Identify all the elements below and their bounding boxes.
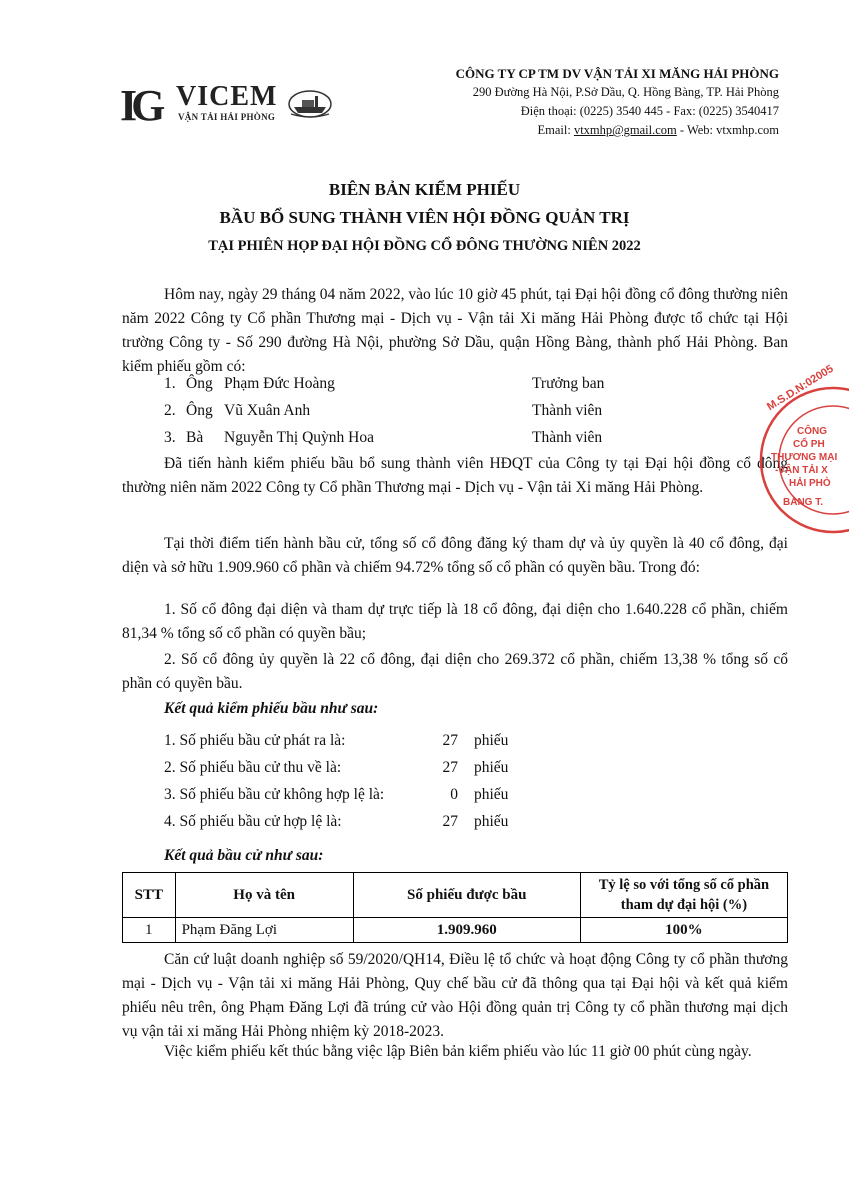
committee-list — [164, 375, 664, 456]
company-phone: Điện thoại: (0225) 3540 445 - Fax: (0225) 3540417 — [520, 104, 779, 118]
closing-paragraph: Việc kiểm phiếu kết thúc bằng việc lập Biên bản kiểm phiếu vào lúc 11 giờ 00 phút cùng ngày. — [164, 1043, 752, 1060]
logo-subtitle: VẬN TẢI HẢI PHÒNG — [178, 112, 276, 122]
cell-name: Phạm Đăng Lợi — [175, 918, 353, 943]
table-header-row — [123, 873, 788, 918]
results-table — [122, 872, 788, 943]
ballot-list — [164, 732, 564, 840]
ballot-item: 4. Số phiếu bầu cử hợp lệ là: 27 phiếu — [164, 813, 509, 830]
header-ratio: Tỷ lệ so với tổng số cổ phần tham dự đại hội (%) — [580, 873, 787, 918]
counting-paragraph: Đã tiến hành kiểm phiếu bầu bổ sung thành viên HĐQT của Công ty tại Đại hội đồng cổ đông thường niên năm 2022 Công ty Cổ phần Thương mại - Dịch vụ - Vận tải Xi măng Hải Phòng. — [122, 455, 788, 496]
email-label: Email: — [537, 123, 574, 137]
company-name: CÔNG TY CP TM DV VẬN TẢI XI MĂNG HẢI PHÒNG — [455, 66, 779, 81]
ballot-item: 2. Số phiếu bầu cử thu về là: 27 phiếu — [164, 759, 509, 776]
ballot-item: 1. Số phiếu bầu cử phát ra là: 27 phiếu — [164, 732, 509, 749]
ballot-heading: Kết quả kiểm phiếu bầu như sau: — [164, 700, 379, 717]
conclusion-paragraph: Căn cứ luật doanh nghiệp số 59/2020/QH14, Điều lệ tổ chức và hoạt động Công ty cổ phần thương mại - Dịch vụ - Vận tải xi măng Hải Phòng, Quy chế bầu cử đã thông qua tại Đại hội và kết quả kiểm phiếu nêu trên, ông Phạm Đăng Lợi đã trúng cử vào Hội đồng quản trị Công ty cổ phần thương mại dịch vụ vận tải xi măng Hải Phòng nhiệm kỳ 2018-2023. — [122, 951, 788, 1040]
attendance-paragraph: Tại thời điểm tiến hành bầu cử, tổng số cổ đông đăng ký tham dự và ủy quyền là 40 cổ đông, đại diện và sở hữu 1.909.960 cổ phần và chiếm 94.72% tổng số cổ phần có quyền bầu. Trong đó: — [122, 535, 788, 576]
company-address: 290 Đường Hà Nội, P.Sở Dầu, Q. Hồng Bàng, TP. Hải Phòng — [472, 85, 779, 99]
header-stt: STT — [123, 873, 176, 918]
company-logo — [120, 80, 350, 130]
document-meeting: TẠI PHIÊN HỌP ĐẠI HỘI ĐỒNG CỔ ĐÔNG THƯỜNG NIÊN 2022 — [208, 238, 641, 254]
ship-icon — [288, 90, 332, 118]
logo-mark: IG — [120, 81, 160, 130]
header-votes: Số phiếu được bầu — [353, 873, 580, 918]
seal-text: CÔNG CỔ PH THƯƠNG MẠI -VẬN TẢI X HẢI PHÒ BÀNG T. — [771, 426, 838, 508]
company-contact — [456, 121, 779, 140]
table-row — [123, 918, 788, 943]
logo-brand: VICEM — [176, 81, 278, 112]
web-text: - Web: vtxmhp.com — [676, 123, 779, 137]
email-link[interactable]: vtxmhp@gmail.com — [573, 123, 677, 137]
intro-paragraph: Hôm nay, ngày 29 tháng 04 năm 2022, vào lúc 10 giờ 45 phút, tại Đại hội đồng cổ đông thường niên năm 2022 Công ty Cổ phần Thương mại - Dịch vụ - Vận tải Xi măng Hải Phòng được tổ chức tại Hội trường Công ty - Số 290 đường Hà Nội, phường Sở Dầu, quận Hồng Bàng, thành phố Hải Phòng. Ban kiểm phiếu gồm có: — [122, 286, 788, 375]
direct-attendance-paragraph: 1. Số cổ đông đại diện và tham dự trực tiếp là 18 cổ đông, đại diện cho 1.640.228 cổ phần, chiếm 81,34 % tổng số cổ phần có quyền bầu; — [122, 601, 788, 642]
header-name: Họ và tên — [175, 873, 353, 918]
cell-votes: 1.909.960 — [353, 918, 580, 943]
ballot-item: 3. Số phiếu bầu cử không hợp lệ là: 0 phiếu — [164, 786, 509, 803]
committee-member: 1. Ông Phạm Đức Hoàng Trưởng ban — [164, 375, 605, 392]
seal-ring-text: M.S.D.N:02005 — [765, 362, 836, 414]
document-subtitle: BẦU BỔ SUNG THÀNH VIÊN HỘI ĐỒNG QUẢN TRỊ — [219, 208, 630, 227]
committee-member: 2. Ông Vũ Xuân Anh Thành viên — [164, 402, 603, 419]
proxy-paragraph: 2. Số cổ đông ủy quyền là 22 cổ đông, đại diện cho 269.372 cổ phần, chiếm 13,38 % tổng số cổ phần có quyền bầu. — [122, 651, 788, 692]
committee-member: 3. Bà Nguyễn Thị Quỳnh Hoa Thành viên — [164, 429, 603, 446]
result-heading: Kết quả bầu cử như sau: — [164, 847, 324, 864]
cell-ratio: 100% — [580, 918, 787, 943]
company-info — [456, 64, 779, 140]
document-title: BIÊN BẢN KIỂM PHIẾU — [328, 180, 521, 199]
cell-stt: 1 — [123, 918, 176, 943]
company-seal — [755, 362, 849, 535]
